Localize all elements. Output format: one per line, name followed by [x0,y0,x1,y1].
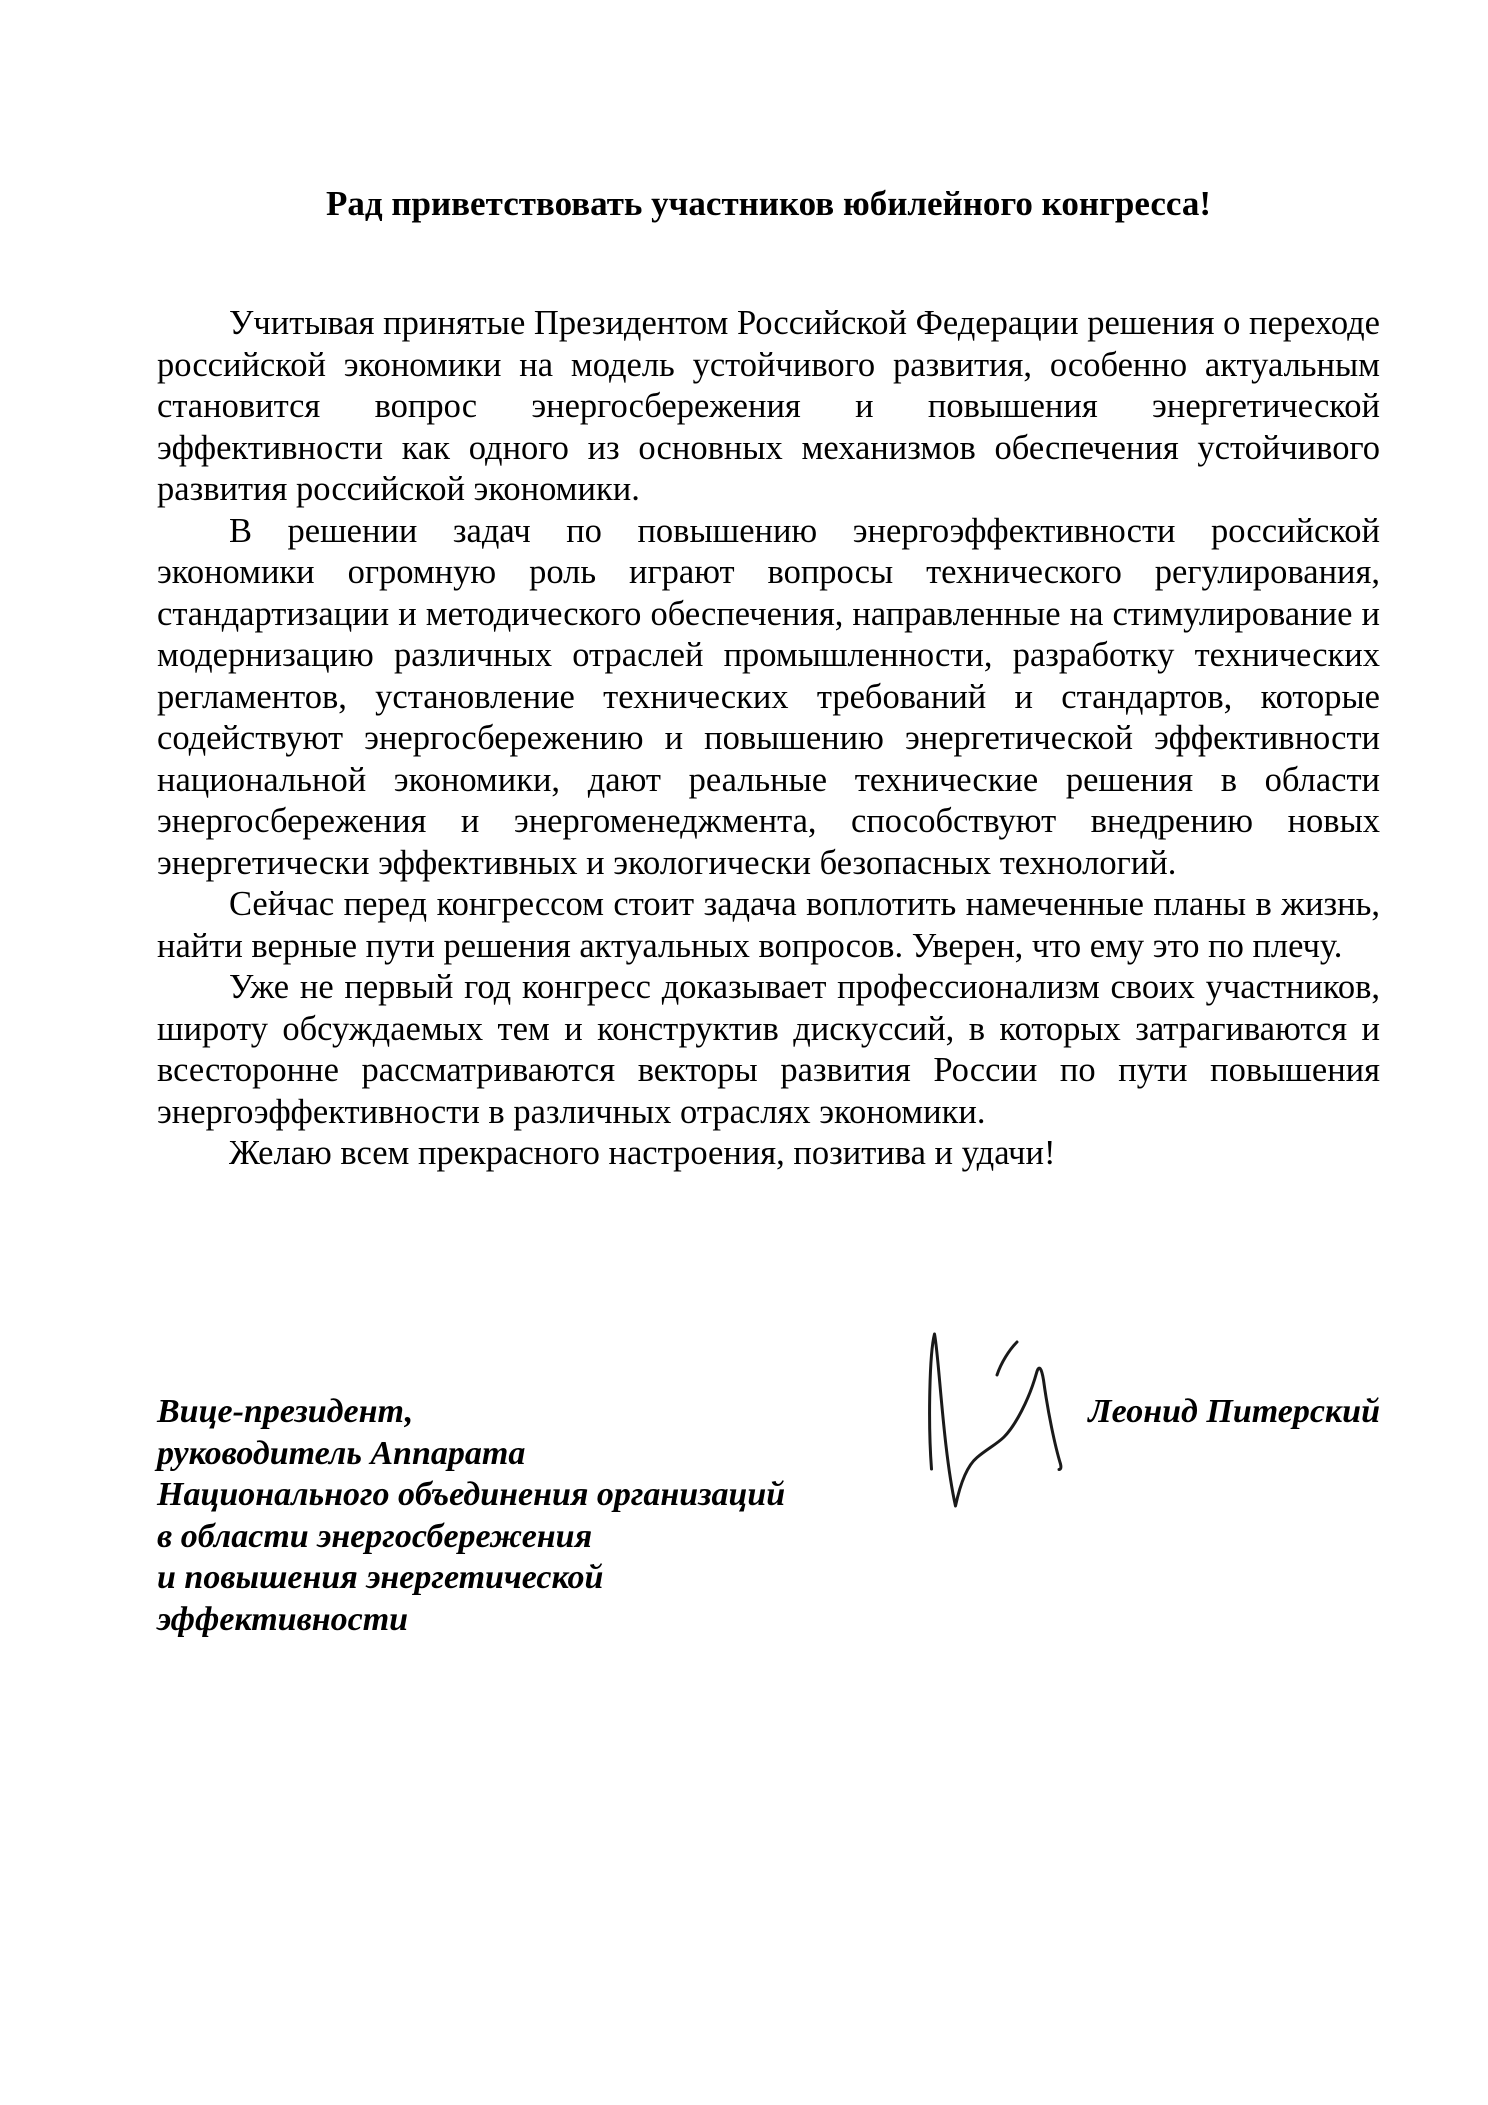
paragraph-4: Уже не первый год конгресс доказывает профессионализм своих участников, широту обсуждаемых тем и конструктив дискуссий, в которых затрагиваются и всесторонне рассматриваются векторы развития России по пути повышения энергоэффективности в различных отраслях экономики. [157,968,1380,1131]
signature-position-line: руководитель Аппарата [157,1434,526,1472]
letter-title: Рад приветствовать участников юбилейного конгресса! [326,184,1211,223]
signature-position-line: и повышения энергетической эффективности [157,1559,604,1638]
paragraph-3: Сейчас перед конгрессом стоит задача воплотить намеченные планы в жизнь, найти верные пути решения актуальных вопросов. Уверен, что ему это по плечу. [157,885,1380,965]
signature-position-line: Вице-президент, [157,1393,414,1430]
paragraph-2: В решении задач по повышению энергоэффективности российской экономики огромную роль играют вопросы технического регулирования, стандартизации и методического обеспечения, направленные на стимулирование и модернизацию различных отраслей промышленности, разработку технических регламентов, установление технических требований и стандартов, которые содействуют энергосбережению и повышению энергетической эффективности национальной экономики, дают реальные технические решения в области энергосбережения и энергоменеджмента, способствуют внедрению новых энергетически эффективных и экологически безопасных технологий. [157,511,1380,882]
paragraph-5: Желаю всем прекрасного настроения, позитива и удачи! [229,1134,1056,1172]
signature-position-block [157,1391,857,1640]
signature-position-line: в области энергосбережения [157,1517,593,1555]
signatory-name: Леонид Питерский [1088,1393,1380,1430]
paragraph-1: Учитывая принятые Президентом Российской Федерации решения о переходе российской экономики на модель устойчивого развития, особенно актуальным становится вопрос энергосбережения и повышения энергетической эффективности как одного из основных механизмов обеспечения устойчивого развития российской экономики. [157,304,1380,508]
letter-body [157,303,1380,1175]
signature-position-line: Национального объединения организаций [157,1476,786,1513]
handwritten-signature [925,1328,1075,1518]
